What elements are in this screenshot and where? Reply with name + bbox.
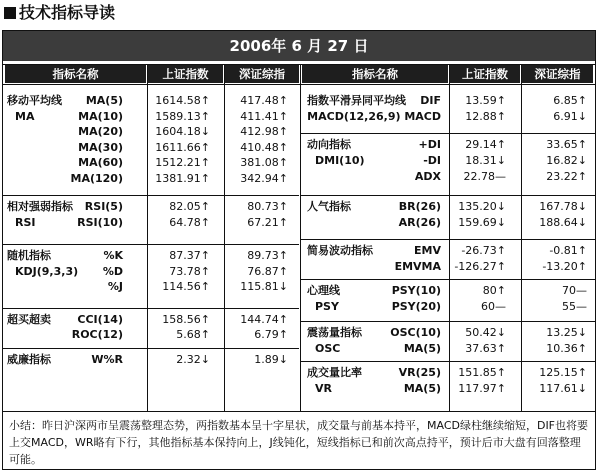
right-param-label: ADX: [414, 170, 441, 183]
left-param-label: MA(20): [78, 125, 123, 138]
right-param-label: EMVMA: [394, 260, 441, 273]
left-sz-value: 67.21↑: [247, 215, 288, 229]
left-indicator-name: 威廉指标: [7, 352, 51, 366]
left-sh-value: 1512.21↑: [155, 156, 210, 169]
right-sz-value: -13.20↑: [542, 260, 587, 273]
right-param-label: MA(5): [403, 382, 441, 395]
left-col-divider-2: [224, 65, 225, 411]
right-indicator-name: 简易波动指标: [307, 244, 373, 257]
right-param-label: AR(26): [398, 216, 441, 229]
title-square-icon: [4, 7, 16, 19]
header-left-sz: 深证综指: [225, 65, 299, 83]
right-sz-value: 16.82↓: [546, 154, 587, 167]
right-sh-value: 80↑: [482, 284, 506, 297]
left-param-label: MA(60): [78, 156, 123, 169]
left-indicator-abbr: MA: [15, 109, 35, 123]
right-sh-value: 37.63↑: [465, 342, 506, 355]
table-bottom-line: [3, 411, 595, 412]
right-sh-value: 18.31↓: [465, 154, 506, 167]
right-sz-value: 117.61↓: [539, 382, 587, 395]
header-left-sh: 上证指数: [148, 65, 223, 83]
right-group-divider: [300, 133, 595, 134]
left-param-label: CCI(14): [77, 312, 123, 326]
right-indicator-name: 指数平滑异同平均线: [307, 94, 406, 107]
left-sh-value: 1604.18↓: [155, 125, 210, 138]
left-sh-value: 1381.91↑: [155, 171, 210, 185]
right-sz-value: 13.25↓: [546, 326, 587, 339]
left-sz-value: 6.79↑: [254, 328, 288, 341]
right-param-label: EMV: [414, 244, 441, 257]
left-sz-value: 76.87↑: [247, 264, 288, 278]
left-group-divider: [3, 308, 299, 309]
right-sh-value: 151.85↑: [458, 366, 506, 379]
right-group-divider: [300, 279, 595, 280]
right-sz-value: 188.64↓: [539, 216, 587, 229]
right-indicator-abbr: VR: [315, 382, 332, 395]
left-sz-value: 80.73↑: [247, 200, 288, 213]
right-sh-value: 50.42↓: [465, 326, 506, 339]
header-bottom-line: [3, 84, 595, 85]
right-param-label: -DI: [423, 154, 441, 167]
right-indicator-name: 人气指标: [307, 200, 351, 213]
left-sh-value: 87.37↑: [169, 249, 210, 262]
left-sz-value: 412.98↑: [240, 125, 288, 138]
left-sz-value: 144.74↑: [240, 312, 288, 326]
right-sh-value: 22.78—: [463, 170, 506, 183]
left-indicator-abbr: RSI: [15, 215, 36, 229]
left-param-label: MA(10): [78, 109, 123, 123]
left-sz-value: 342.94↑: [240, 171, 288, 185]
left-sh-value: 73.78↑: [169, 264, 210, 278]
header-right-sz: 深证综指: [522, 65, 593, 83]
right-sh-value: 135.20↓: [458, 200, 506, 213]
left-param-label: %K: [103, 249, 123, 262]
right-indicator-name: 心理线: [307, 284, 340, 297]
left-sh-value: 1614.58↑: [155, 94, 210, 107]
left-sh-value: 5.68↑: [176, 328, 210, 341]
date-banner: 2006年 6 月 27 日: [3, 31, 595, 61]
left-sh-value: 158.56↑: [162, 312, 210, 326]
right-param-label: OSC(10): [390, 326, 441, 339]
left-sh-value: 1589.13↑: [155, 109, 210, 123]
left-sz-value: 1.89↓: [254, 352, 288, 366]
left-param-label: RSI(5): [84, 200, 123, 213]
right-param-label: VR(25): [398, 366, 441, 379]
right-indicator-name: 震荡量指标: [307, 326, 362, 339]
header-right-sh: 上证指数: [450, 65, 520, 83]
left-sz-value: 410.48↑: [240, 140, 288, 154]
left-param-label: MA(5): [85, 94, 123, 107]
left-group-divider: [3, 244, 299, 245]
right-param-label: BR(26): [398, 200, 441, 213]
right-sh-value: 159.69↓: [458, 216, 506, 229]
right-sz-value: 55—: [562, 300, 587, 313]
left-group-divider: [3, 195, 299, 196]
left-param-label: %D: [102, 264, 123, 278]
right-param-label: PSY(20): [391, 300, 441, 313]
left-sz-value: 115.81↓: [240, 280, 288, 293]
left-group-divider: [3, 348, 299, 349]
right-sz-value: 23.22↑: [546, 170, 587, 183]
left-indicator-abbr: KDJ(9,3,3): [15, 264, 79, 278]
right-col-divider-2: [521, 65, 522, 411]
right-sh-value: 60—: [481, 300, 506, 313]
right-sz-value: 6.91↓: [553, 110, 587, 123]
left-indicator-name: 移动平均线: [7, 94, 62, 107]
right-sh-value: 13.59↑: [465, 94, 506, 107]
right-param-label: DIF: [420, 94, 441, 107]
right-sh-value: 117.97↑: [458, 382, 506, 395]
right-sz-value: 125.15↑: [539, 366, 587, 379]
right-param-label: +DI: [418, 138, 441, 151]
right-param-label: MACD(12,26,9) MACD: [307, 110, 441, 123]
right-col-divider-1: [449, 65, 450, 411]
right-sz-value: 6.85↑: [553, 94, 587, 107]
left-sh-value: 114.56↑: [162, 280, 210, 293]
left-indicator-name: 随机指标: [7, 249, 51, 262]
right-sh-value: -26.73↑: [461, 244, 506, 257]
left-sz-value: 381.08↑: [240, 156, 288, 169]
header-right-name: 指标名称: [302, 65, 448, 83]
left-sz-value: 411.41↑: [240, 109, 288, 123]
right-sz-value: 70—: [562, 284, 587, 297]
left-sz-value: 417.48↑: [240, 94, 288, 107]
left-sh-value: 64.78↑: [169, 215, 210, 229]
page-title: [4, 2, 115, 24]
right-sh-value: -126.27↑: [454, 260, 506, 273]
right-group-divider: [300, 321, 595, 322]
left-param-label: ROC(12): [71, 328, 123, 341]
left-param-label: MA(120): [70, 171, 123, 185]
left-col-divider-1: [147, 65, 148, 411]
left-sh-value: 1611.66↑: [155, 140, 210, 154]
left-param-label: RSI(10): [77, 215, 123, 229]
left-param-label: %J: [107, 280, 123, 293]
center-divider: [300, 65, 301, 411]
right-sz-value: -0.81↑: [549, 244, 587, 257]
summary-note: 小结：昨日沪深两市呈震荡整理态势，两指数基本呈十字星状，成交量与前基本持平，MACD绿柱继续缩短，DIF也将要上交MACD，WR略有下行，其他指标基本保持向上，J线钝化，短线指标已和前次高点持平，预计后市大盘有回落整理可能。: [9, 419, 589, 466]
left-indicator-name: 超买超卖: [7, 312, 51, 326]
right-sh-value: 29.14↑: [465, 138, 506, 151]
header-left-name: 指标名称: [5, 65, 146, 83]
left-sz-value: 89.73↑: [247, 249, 288, 262]
indicator-table: [2, 30, 596, 470]
right-group-divider: [300, 239, 595, 240]
right-param-label: PSY(10): [391, 284, 441, 297]
left-indicator-name: 相对强弱指标: [7, 200, 73, 213]
right-sz-value: 167.78↓: [539, 200, 587, 213]
page-title-text: 技术指标导读: [19, 3, 116, 22]
left-sh-value: 82.05↑: [169, 200, 210, 213]
left-param-label: W%R: [91, 352, 123, 366]
right-indicator-abbr: OSC: [315, 342, 341, 355]
right-sz-value: 10.36↑: [546, 342, 587, 355]
right-indicator-name: 动向指标: [307, 138, 351, 151]
right-indicator-abbr: PSY: [315, 300, 339, 313]
header-top-line: [3, 64, 595, 65]
left-param-label: MA(30): [78, 140, 123, 154]
right-group-divider: [300, 195, 595, 196]
right-indicator-name: 成交量比率: [307, 366, 362, 379]
right-sz-value: 33.65↑: [546, 138, 587, 151]
right-param-label: MA(5): [403, 342, 441, 355]
left-sh-value: 2.32↓: [176, 352, 210, 366]
right-sh-value: 12.88↑: [465, 110, 506, 123]
right-indicator-abbr: DMI(10): [315, 154, 365, 167]
right-group-divider: [300, 361, 595, 362]
